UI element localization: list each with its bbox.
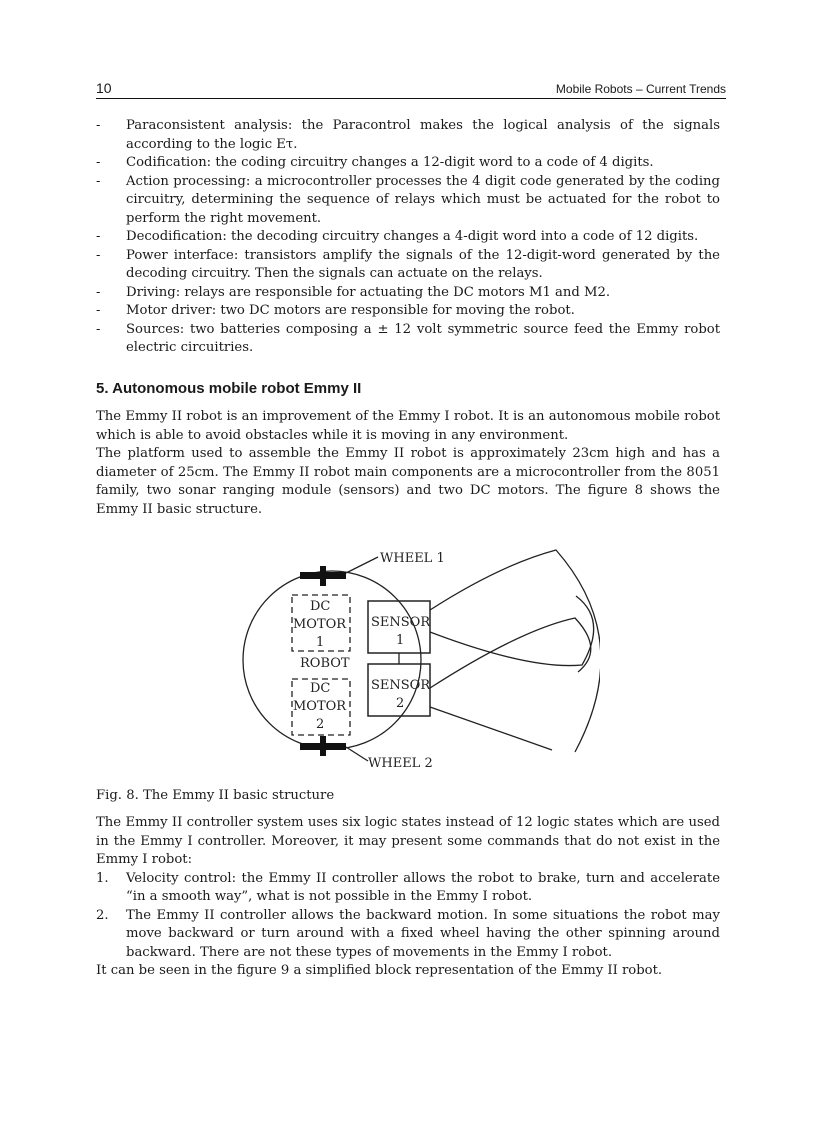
list-item-text: Motor driver: two DC motors are responsible for moving the robot. <box>126 303 575 318</box>
motor-2-motor-label: MOTOR <box>293 699 347 714</box>
wheel-1-label: WHEEL 1 <box>380 551 445 566</box>
beam-upper-inner <box>430 596 594 666</box>
list-item-text: Sources: two batteries composing a ± 12 volt symmetric source feed the Emmy robot electric circuitries. <box>126 321 720 355</box>
sensor-1-number: 1 <box>396 633 405 648</box>
list-item: - Decodification: the decoding circuitry changes a 4-digit word into a code of 12 digits. <box>96 229 699 244</box>
beam-lower-outer <box>430 707 552 750</box>
motor-1-motor-label: MOTOR <box>293 617 347 632</box>
paragraph: It can be seen in the figure 9 a simplified block representation of the Emmy II robot. <box>96 963 663 978</box>
sensor-1-label: SENSOR <box>371 615 431 630</box>
structure-diagram <box>230 540 600 780</box>
running-title: Mobile Robots – Current Trends <box>555 82 726 96</box>
motor-1-dc-label: DC <box>310 599 331 614</box>
list-item: - Action processing: a microcontroller processes the 4 digit code generated by the coding circuitry, determining the sequence of relays which must be actuated for the robot to perform the right movement. <box>96 173 720 226</box>
wheel-1-axle <box>320 566 326 586</box>
page-header <box>96 78 726 99</box>
sensor-2-label: SENSOR <box>371 678 431 693</box>
list-item: - Sources: two batteries composing a ± 12 volt symmetric source feed the Emmy robot electric circuitries. <box>96 321 720 355</box>
list-item: - Motor driver: two DC motors are responsible for moving the robot. <box>96 303 575 318</box>
list-item-text: Action processing: a microcontroller processes the 4 digit code generated by the coding circuitry, determining the sequence of relays which must be actuated for the robot to perform the right movement. <box>126 173 720 226</box>
robot-label: ROBOT <box>300 656 350 671</box>
beam-lower-inner <box>430 618 591 688</box>
list-item <box>96 870 720 907</box>
paragraph: The Emmy II robot is an improvement of the Emmy I robot. It is an autonomous mobile robot which is able to avoid obstacles while it is moving in any environment. <box>96 409 720 443</box>
list-item-text: Driving: relays are responsible for actuating the DC motors M1 and M2. <box>126 284 611 300</box>
wheel-1-leader <box>346 557 378 573</box>
bullet-list <box>96 117 720 358</box>
section-heading: 5. Autonomous mobile robot Emmy II <box>96 380 362 397</box>
list-item-text: The Emmy II controller allows the backward motion. In some situations the robot may move backward or turn around with a fixed wheel having the other spinning around backward. There are not these types of movements in the Emmy I robot. <box>126 907 720 960</box>
wheel-2-leader <box>346 747 368 761</box>
list-item: - Codification: the coding circuitry changes a 12-digit word to a code of 4 digits. <box>96 155 654 170</box>
numbered-list <box>96 870 720 963</box>
list-item: - Paraconsistent analysis: the Paracontrol makes the logical analysis of the signals according to the logic Eτ. <box>96 118 720 152</box>
list-item: - Driving: relays are responsible for actuating the DC motors M1 and M2. <box>96 284 611 300</box>
list-item-text: Decodification: the decoding circuitry changes a 4-digit word into a code of 12 digits. <box>126 229 699 244</box>
list-item-text: Paraconsistent analysis: the Paracontrol makes the logical analysis of the signals according to the logic Eτ. <box>126 118 720 152</box>
list-item-text: Codification: the coding circuitry changes a 12-digit word to a code of 4 digits. <box>126 155 654 170</box>
list-item-number: 1. <box>96 870 109 886</box>
figure-caption: Fig. 8. The Emmy II basic structure <box>96 788 335 803</box>
wheel-2-axle <box>320 736 326 756</box>
list-item: - Power interface: transistors amplify the signals of the 12-digit-word generated by the decoding circuitry. Then the signals can actuate on the relays. <box>96 247 720 281</box>
page-number: 10 <box>96 80 112 96</box>
list-item-text: Power interface: transistors amplify the signals of the 12-digit-word generated by the decoding circuitry. Then the signals can actuate on the relays. <box>126 247 720 281</box>
motor-2-number: 2 <box>316 717 325 732</box>
figure-emmy-ii-structure <box>230 540 600 780</box>
beam-upper-outer <box>430 550 600 752</box>
motor-1-number: 1 <box>316 635 325 650</box>
wheel-2-label: WHEEL 2 <box>368 756 433 771</box>
list-item <box>96 907 720 963</box>
paragraph: The Emmy II controller system uses six logic states instead of 12 logic states which are used in the Emmy I controller. Moreover, it may present some commands that do not exist in the Emmy I robot: <box>96 815 720 867</box>
section-body-continued <box>96 814 720 981</box>
motor-2-dc-label: DC <box>310 681 331 696</box>
list-item-number: 2. <box>96 907 109 923</box>
paragraph: The platform used to assemble the Emmy II robot is approximately 23cm high and has a diameter of 25cm. The Emmy II robot main components are a microcontroller from the 8051 family, two sonar ranging module (sensors) and two DC motors. The figure 8 shows the Emmy II basic structure. <box>96 446 720 517</box>
list-item-text: Velocity control: the Emmy II controller allows the robot to brake, turn and accelerate “in a smooth way”, what is not possible in the Emmy I robot. <box>126 870 720 904</box>
section-body <box>96 408 720 519</box>
sensor-2-number: 2 <box>396 696 405 711</box>
